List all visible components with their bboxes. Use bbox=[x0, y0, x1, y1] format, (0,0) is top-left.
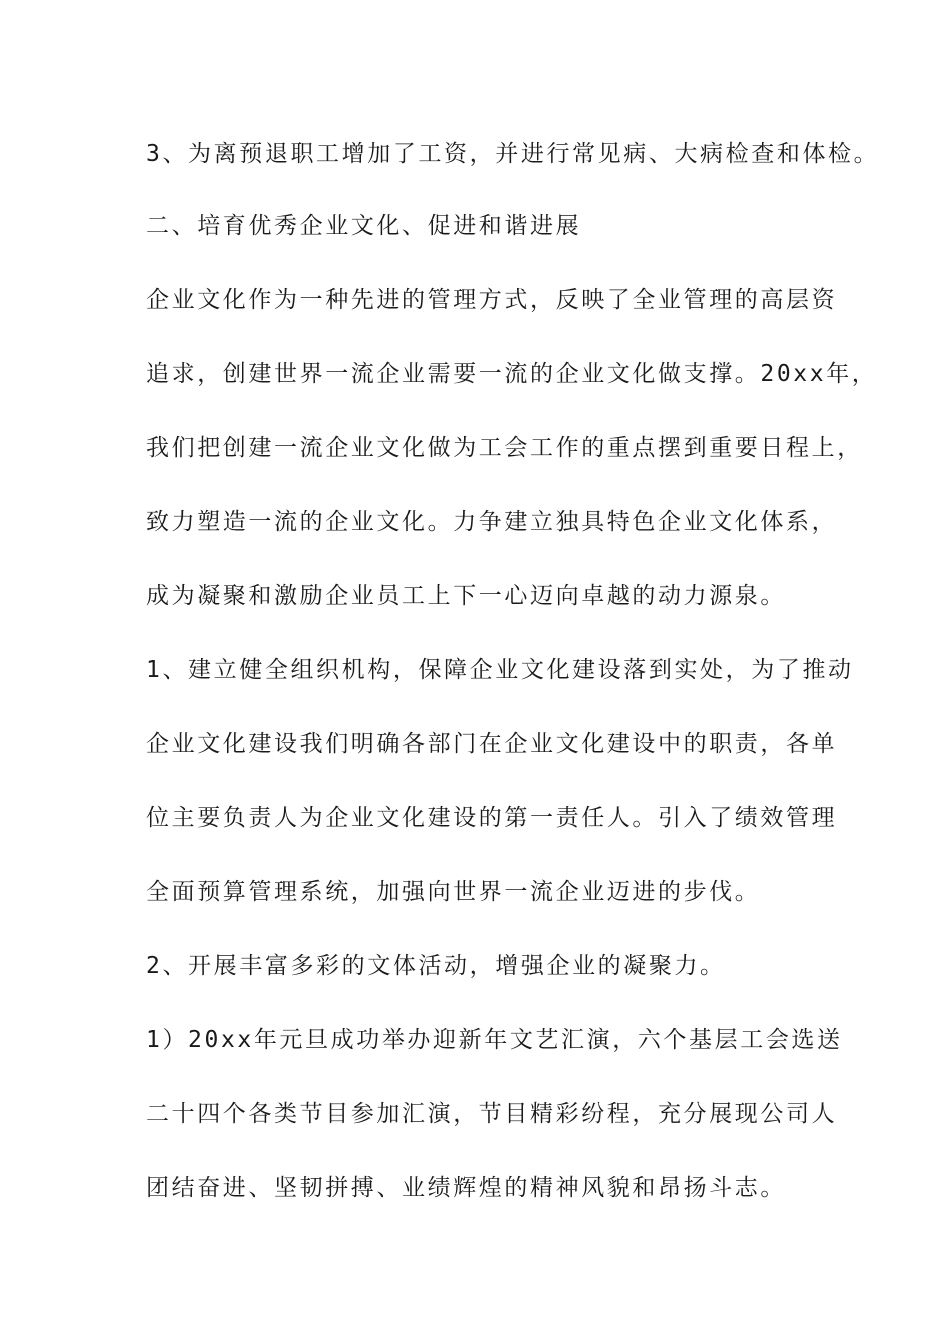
text-line: 2、开展丰富多彩的文体活动，增强企业的凝聚力。 bbox=[146, 953, 726, 979]
text-line: 成为凝聚和激励企业员工上下一心迈向卓越的动力源泉。 bbox=[146, 583, 786, 609]
text-line: 1、建立健全组织机构，保障企业文化建设落到实处，为了推动 bbox=[146, 657, 854, 683]
text-line: 致力塑造一流的企业文化。力争建立独具特色企业文化体系， bbox=[146, 509, 838, 535]
text-line: 二十四个各类节目参加汇演，节目精彩纷程，充分展现公司人 bbox=[146, 1101, 838, 1127]
text-line: 团结奋进、坚韧拼搏、业绩辉煌的精神风貌和昂扬斗志。 bbox=[146, 1175, 786, 1201]
text-line: 企业文化作为一种先进的管理方式，反映了全业管理的高层资 bbox=[146, 287, 838, 313]
text-line: 企业文化建设我们明确各部门在企业文化建设中的职责，各单 bbox=[146, 731, 838, 757]
text-line: 我们把创建一流企业文化做为工会工作的重点摆到重要日程上， bbox=[146, 435, 863, 461]
section-heading: 二、培育优秀企业文化、促进和谐进展 bbox=[146, 213, 582, 239]
text-line: 全面预算管理系统，加强向世界一流企业迈进的步伐。 bbox=[146, 879, 761, 905]
text-line: 3、为离预退职工增加了工资，并进行常见病、大病检查和体检。 bbox=[146, 141, 880, 167]
text-line: 1）20xx年元旦成功举办迎新年文艺汇演，六个基层工会选送 bbox=[146, 1027, 843, 1053]
text-line: 位主要负责人为企业文化建设的第一责任人。引入了绩效管理 bbox=[146, 805, 838, 831]
text-line: 追求，创建世界一流企业需要一流的企业文化做支撑。20xx年， bbox=[146, 361, 878, 387]
